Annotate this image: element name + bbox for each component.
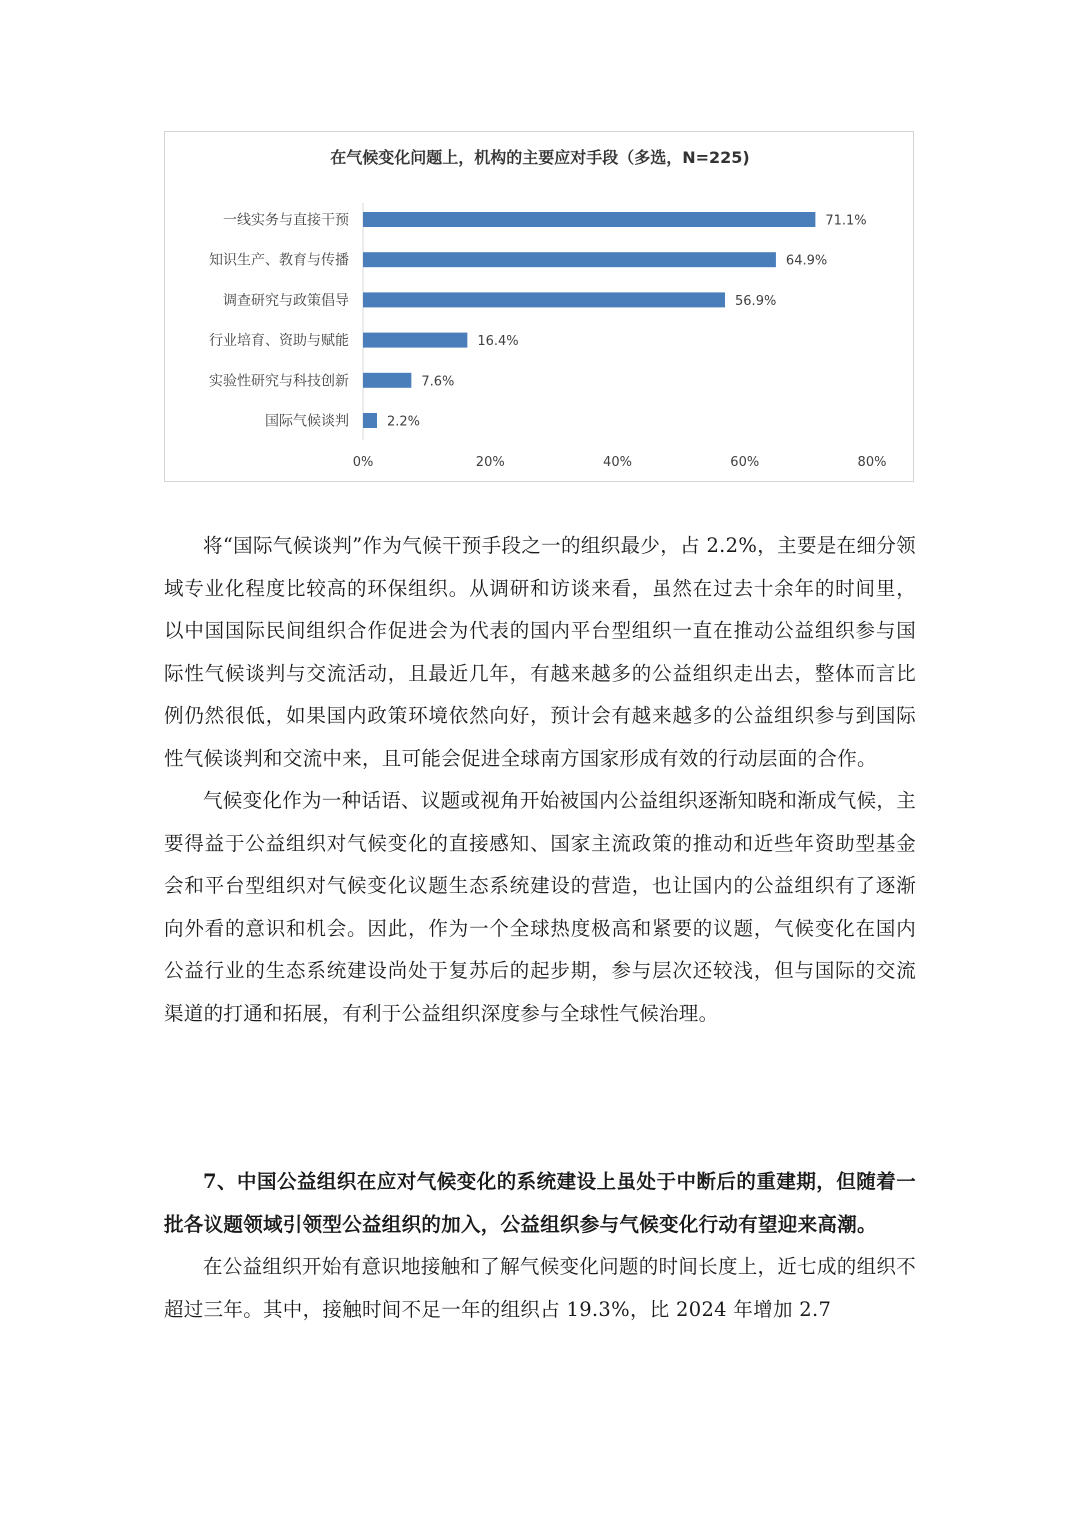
category-label: 一线实务与直接干预 — [223, 212, 349, 229]
data-label: 64.9% — [785, 253, 828, 269]
category-label: 实验性研究与科技创新 — [209, 373, 349, 390]
data-label: 71.1% — [825, 213, 867, 229]
bar — [363, 212, 815, 227]
bar — [363, 373, 411, 388]
paragraph-1: 将“国际气候谈判”作为气候干预手段之一的组织最少，占 2.2%，主要是在细分领域专业化程度比较高的环保组织。从调研和访谈来看，虽然在过去十余年的时间里，以中国国际民间组织合作促进会为代表的国内平台型组织一直在推动公益组织参与国际性气候谈判与交流活动，且最近几年，有越来越多的公益组织走出去，整体而言比例仍然很低，如果国内政策环境依然向好，预计会有越来越多的公益组织参与到国际性气候谈判和交流中来，且可能会促进全球南方国家形成有效的行动层面的合作。 — [164, 534, 916, 770]
bar-chart — [0, 0, 1080, 500]
bar — [363, 413, 377, 428]
paragraph-2: 气候变化作为一种话语、议题或视角开始被国内公益组织逐渐知晓和渐成气候，主要得益于公益组织对气候变化的直接感知、国家主流政策的推动和近些年资助型基金会和平台型组织对气候变化议题生态系统建设的营造，也让国内的公益组织有了逐渐向外看的意识和机会。因此，作为一个全球热度极高和紧要的议题，气候变化在国内公益行业的生态系统建设尚处于复苏后的起步期，参与层次还较浅，但与国际的交流渠道的打通和拓展，有利于公益组织深度参与全球性气候治理。 — [164, 789, 916, 1025]
x-tick-label: 0% — [352, 455, 374, 470]
data-label: 7.6% — [421, 374, 455, 390]
category-label: 行业培育、资助与赋能 — [209, 333, 349, 350]
bar — [363, 252, 776, 267]
body-text-1 — [164, 525, 916, 1035]
section-number: 7、 — [203, 1170, 238, 1193]
category-label: 知识生产、教育与传播 — [209, 252, 349, 269]
x-tick-label: 60% — [730, 455, 760, 470]
x-tick-label: 20% — [475, 455, 505, 470]
data-label: 56.9% — [735, 293, 777, 309]
section-7 — [164, 1161, 916, 1331]
paragraph-3: 在公益组织开始有意识地接触和了解气候变化问题的时间长度上，近七成的组织不超过三年。其中，接触时间不足一年的组织占 19.3%，比 2024 年增加 2.7 — [164, 1255, 916, 1321]
section-heading-text: 中国公益组织在应对气候变化的系统建设上虽处于中断后的重建期，但随着一批各议题领域引领型公益组织的加入，公益组织参与气候变化行动有望迎来高潮。 — [164, 1170, 917, 1236]
x-tick-label: 40% — [603, 455, 632, 470]
data-label: 2.2% — [386, 414, 421, 430]
data-label: 16.4% — [477, 334, 519, 350]
chart-title: 在气候变化问题上，机构的主要应对手段（多选，N=225) — [330, 148, 750, 167]
section-heading — [164, 1161, 916, 1246]
bar — [363, 333, 467, 348]
bar — [363, 292, 725, 307]
category-label: 调查研究与政策倡导 — [223, 292, 349, 309]
category-label: 国际气候谈判 — [265, 413, 349, 430]
x-tick-label: 80% — [857, 455, 887, 470]
